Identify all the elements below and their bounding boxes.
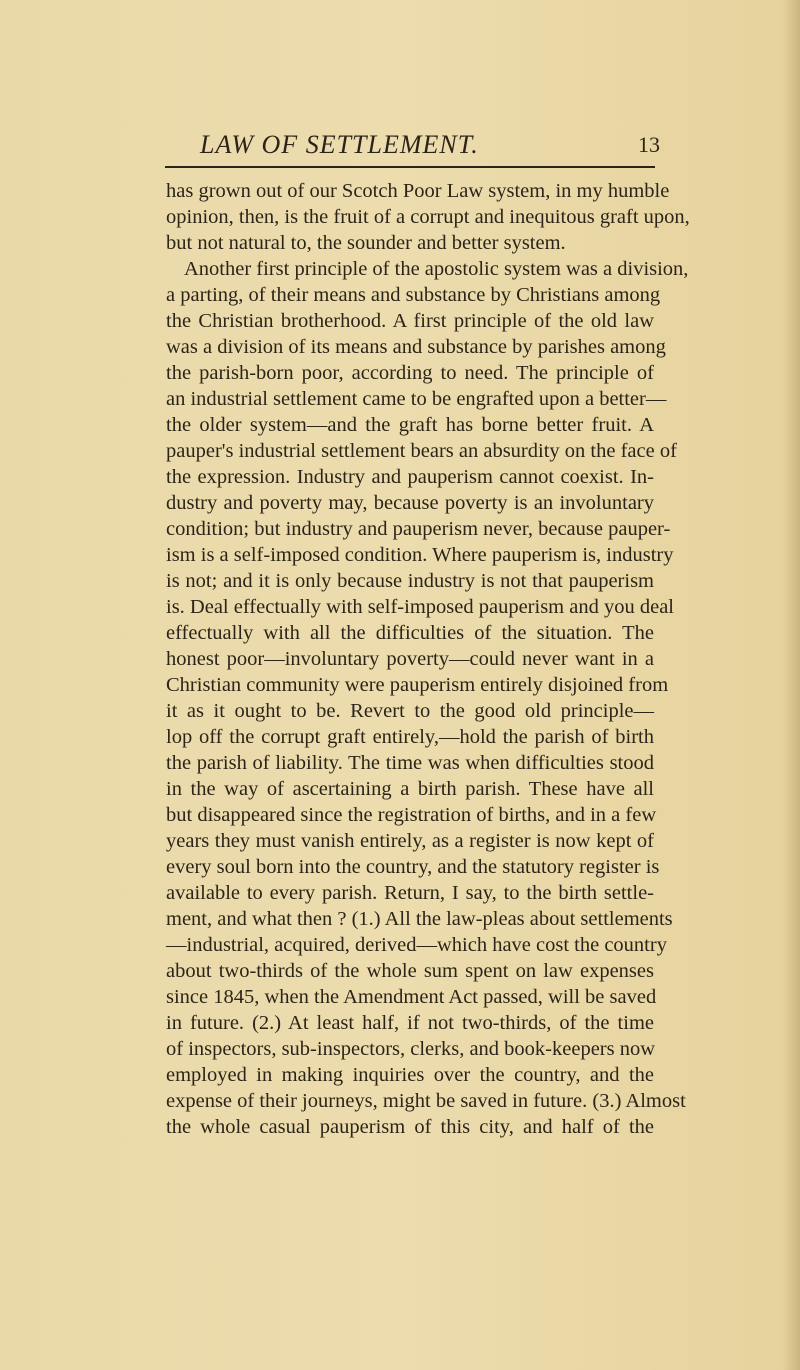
running-title: LAW OF SETTLEMENT.	[200, 130, 479, 159]
text-line: lop off the corrupt graft entirely,—hold the parish of birth	[166, 726, 654, 748]
text-line: but disappeared since the registration of births, and in a few	[166, 804, 657, 826]
page-number: 13	[638, 132, 660, 157]
text-line: in the way of ascertaining a birth parish. These have all	[166, 778, 654, 800]
text-line: available to every parish. Return, I say, to the birth settle-	[166, 882, 654, 904]
page-edge-shadow	[782, 0, 800, 1370]
text-line: was a division of its means and substance by parishes among	[166, 336, 666, 358]
text-line: a parting, of their means and substance by Christians among	[166, 284, 661, 306]
text-line: —industrial, acquired, derived—which have cost the country	[166, 934, 667, 956]
text-line: the whole casual pauperism of this city, and half of the	[166, 1116, 654, 1138]
text-line: is. Deal effectually with self-imposed pauperism and you deal	[166, 596, 674, 618]
text-line: every soul born into the country, and the statutory register is	[166, 856, 660, 878]
text-line: honest poor—involuntary poverty—could never want in a	[166, 648, 654, 670]
text-line: pauper's industrial settlement bears an absurdity on the face of	[166, 440, 677, 462]
text-line: the expression. Industry and pauperism cannot coexist. In-	[166, 466, 654, 488]
text-line: since 1845, when the Amendment Act passed, will be saved	[166, 986, 657, 1008]
text-line: dustry and poverty may, because poverty is an involuntary	[166, 492, 654, 514]
text-line: the parish-born poor, according to need. The principle of	[166, 362, 654, 384]
text-line: the older system—and the graft has borne better fruit. A	[166, 414, 654, 436]
text-line: ment, and what then ? (1.) All the law-pleas about settlements	[166, 908, 673, 930]
text-line: opinion, then, is the fruit of a corrupt and inequitous graft upon,	[166, 206, 690, 228]
text-line: but not natural to, the sounder and better system.	[166, 232, 566, 254]
text-line: ism is a self-imposed condition. Where pauperism is, industry	[166, 544, 674, 566]
text-line: condition; but industry and pauperism never, because pauper-	[166, 518, 671, 540]
text-line: of inspectors, sub-inspectors, clerks, and book-keepers now	[166, 1038, 656, 1060]
body-text	[166, 178, 690, 1140]
text-line: an industrial settlement came to be engrafted upon a better—	[166, 388, 667, 410]
text-line: the Christian brotherhood. A first principle of the old law	[166, 310, 654, 332]
text-line: Another first principle of the apostolic system was a division,	[184, 258, 689, 280]
text-line: about two-thirds of the whole sum spent on law expenses	[166, 960, 654, 982]
text-line: in future. (2.) At least half, if not two-thirds, of the time	[166, 1012, 654, 1034]
text-line: the parish of liability. The time was when difficulties stood	[166, 752, 654, 774]
text-line: employed in making inquiries over the country, and the	[166, 1064, 654, 1086]
header-rule	[165, 166, 655, 168]
page-header	[120, 126, 660, 160]
text-line: it as it ought to be. Revert to the good old principle—	[166, 700, 654, 722]
text-line: years they must vanish entirely, as a register is now kept of	[166, 830, 654, 852]
text-line: effectually with all the difficulties of the situation. The	[166, 622, 654, 644]
text-line: Christian community were pauperism entirely disjoined from	[166, 674, 669, 696]
text-line: expense of their journeys, might be saved in future. (3.) Almost	[166, 1090, 686, 1112]
text-line: is not; and it is only because industry is not that pauperism	[166, 570, 654, 592]
text-line: has grown out of our Scotch Poor Law system, in my humble	[166, 180, 670, 202]
